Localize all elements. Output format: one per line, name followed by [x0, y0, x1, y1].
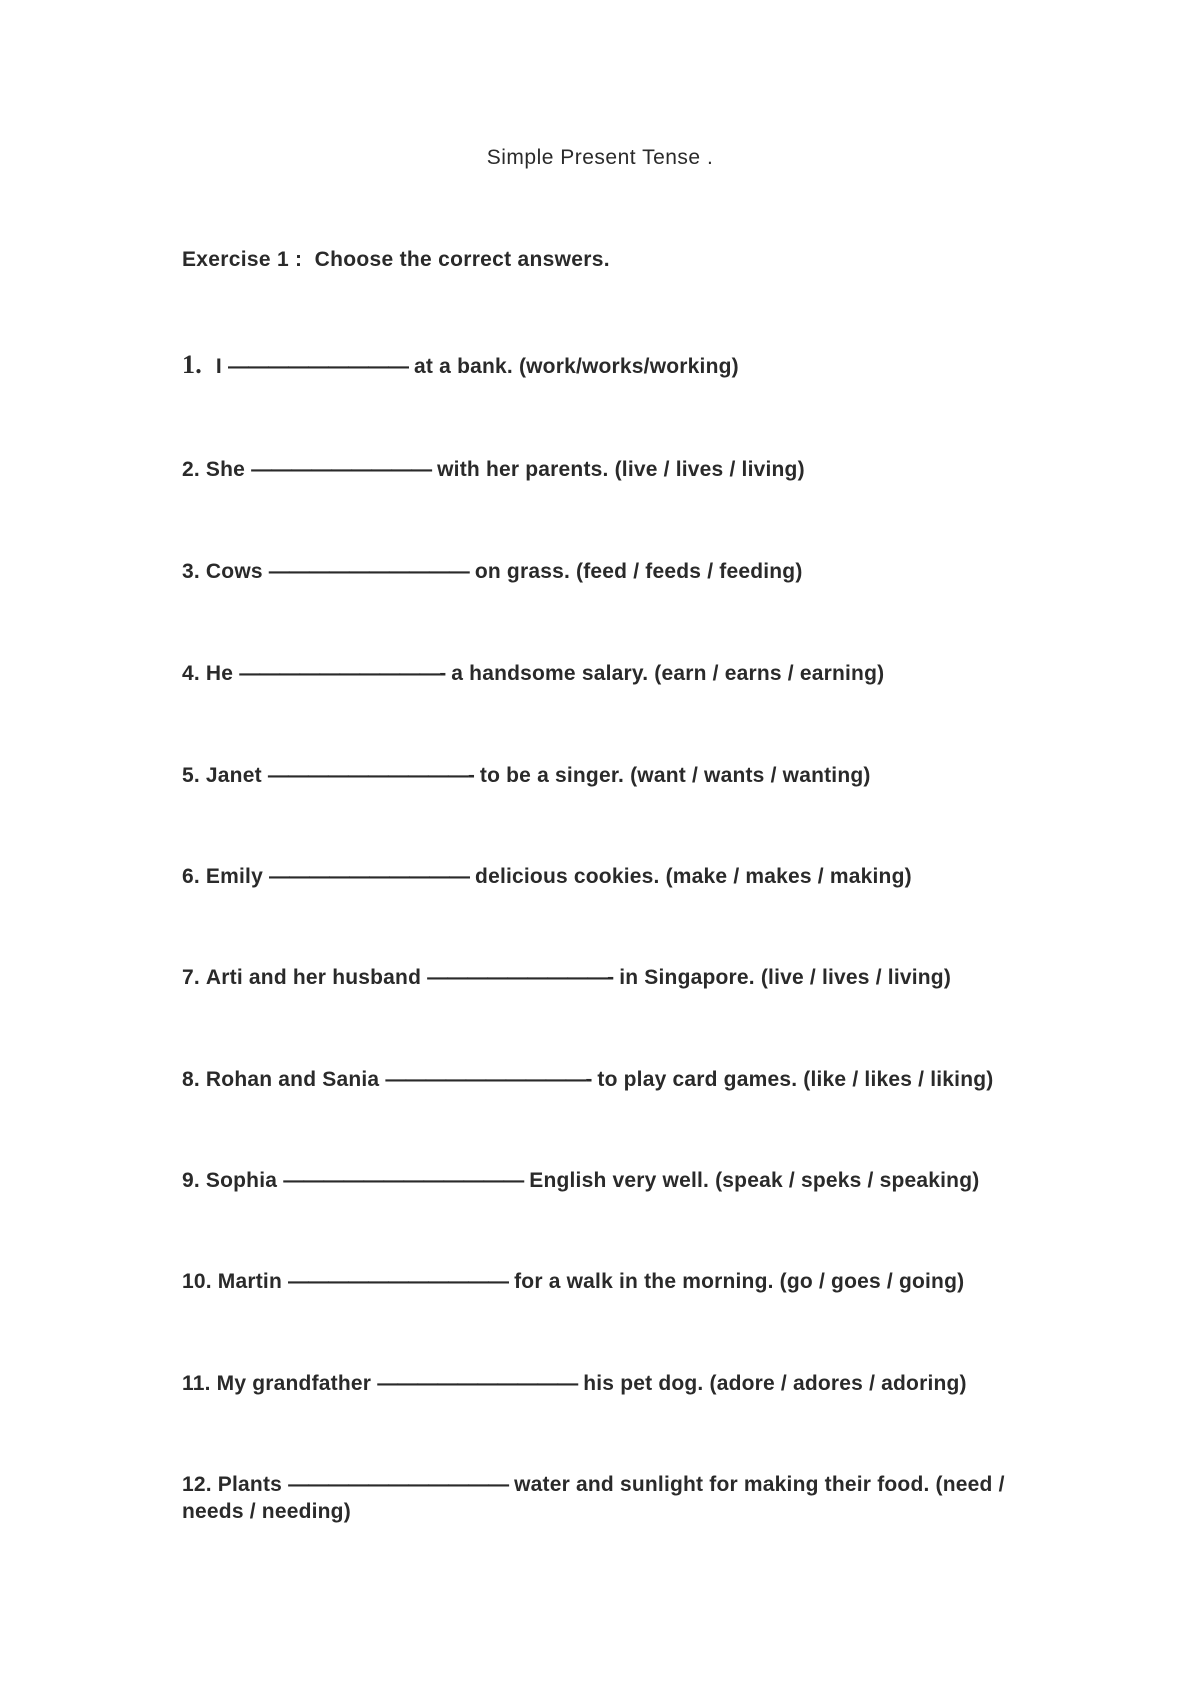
- question-rest: to be a singer. (want / wants / wanting): [479, 764, 871, 787]
- question-7: [182, 964, 1022, 991]
- answer-blank: ———————————: [288, 1473, 509, 1496]
- page-title: Simple Present Tense .: [486, 146, 714, 169]
- question-subject: Janet: [205, 764, 262, 787]
- question-rest: his pet dog. (adore / adores / adoring): [583, 1372, 967, 1395]
- exercise-label: Exercise 1 :: [182, 248, 303, 271]
- question-rest: a handsome salary. (earn / earns / earning): [451, 662, 885, 685]
- answer-blank: ——————————: [377, 1372, 578, 1395]
- question-subject: Arti and her husband: [205, 966, 422, 989]
- question-subject: Emily: [205, 865, 263, 888]
- question-2: [182, 456, 1022, 483]
- question-subject: I: [215, 355, 222, 378]
- question-subject: Plants: [217, 1473, 283, 1496]
- question-rest: delicious cookies. (make / makes / making): [475, 865, 912, 888]
- question-number: 7.: [182, 966, 200, 989]
- question-number: 1.: [182, 350, 202, 379]
- question-subject: Cows: [205, 560, 263, 583]
- question-6: [182, 863, 1022, 890]
- question-number: 4.: [182, 662, 200, 685]
- question-rest: in Singapore. (live / lives / living): [619, 966, 952, 989]
- question-subject: Rohan and Sania: [205, 1068, 380, 1091]
- answer-blank: ————————————: [283, 1169, 524, 1192]
- question-rest: on grass. (feed / feeds / feeding): [474, 560, 803, 583]
- question-4: [182, 660, 1022, 687]
- question-number: 9.: [182, 1169, 200, 1192]
- question-subject: He: [205, 662, 234, 685]
- answer-blank: ——————————: [269, 865, 469, 888]
- question-subject: Martin: [217, 1270, 282, 1293]
- answer-blank: ——————————-: [267, 764, 474, 787]
- question-number: 12.: [182, 1473, 212, 1496]
- question-rest: at a bank. (work/works/working): [414, 355, 739, 378]
- question-subject: Sophia: [205, 1169, 278, 1192]
- question-number: 2.: [182, 458, 200, 481]
- question-rest: for a walk in the morning. (go / goes / going): [514, 1270, 965, 1293]
- answer-blank: ——————————: [268, 560, 469, 583]
- answer-blank: —————————: [228, 355, 408, 378]
- answer-blank: —————————: [251, 458, 432, 481]
- question-rest: with her parents. (live / lives / living): [437, 458, 805, 481]
- question-rest: water and sunlight for making their food. (need / needs / needing): [182, 1473, 1005, 1523]
- question-12: [182, 1471, 1022, 1525]
- question-number: 11.: [182, 1372, 211, 1395]
- question-number: 10.: [182, 1270, 212, 1293]
- answer-blank: ———————————: [288, 1270, 509, 1293]
- question-subject: She: [205, 458, 246, 481]
- question-10: [182, 1268, 1022, 1295]
- question-number: 5.: [182, 764, 200, 787]
- question-subject: My grandfather: [216, 1372, 372, 1395]
- question-number: 3.: [182, 560, 200, 583]
- exercise-instruction: [182, 248, 610, 272]
- question-rest: English very well. (speak / speks / speaking): [529, 1169, 980, 1192]
- question-number: 8.: [182, 1068, 200, 1091]
- question-5: [182, 762, 1022, 789]
- question-number: 6.: [182, 865, 200, 888]
- question-1: [182, 351, 1022, 380]
- question-9: [182, 1167, 1022, 1194]
- question-8: [182, 1066, 1022, 1093]
- question-11: [182, 1370, 1022, 1397]
- answer-blank: —————————-: [427, 966, 614, 989]
- question-rest: to play card games. (like / likes / liking): [597, 1068, 994, 1091]
- exercise-instruction-text: Choose the correct answers.: [314, 248, 610, 271]
- answer-blank: ——————————-: [239, 662, 446, 685]
- question-3: [182, 558, 1022, 585]
- answer-blank: ——————————-: [385, 1068, 592, 1091]
